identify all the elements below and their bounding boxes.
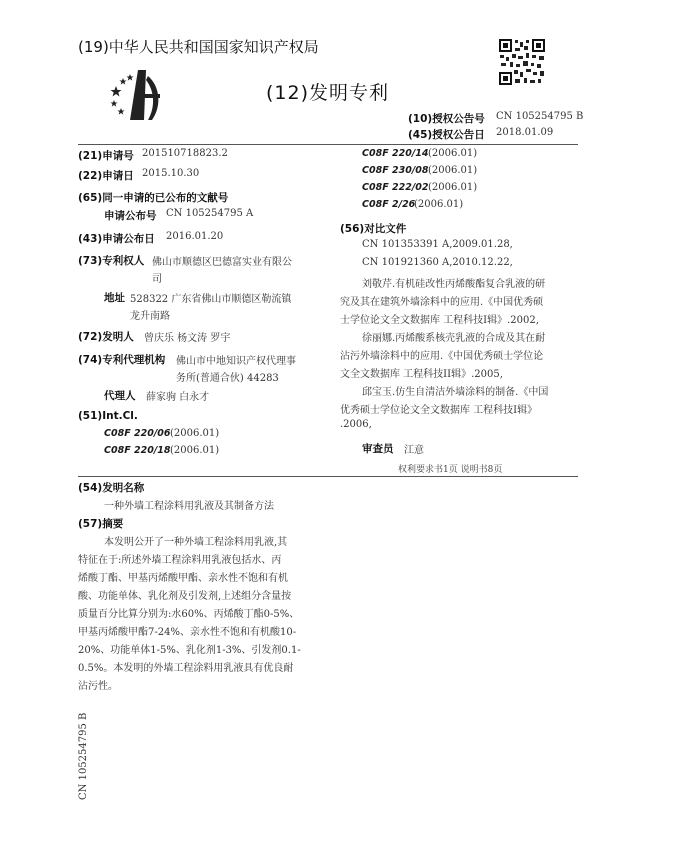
invention-title: 一种外墙工程涂料用乳液及其制备方法 — [104, 501, 274, 512]
address-line1: 528322 广东省佛山市顺德区勒流镇 — [130, 294, 292, 305]
intcl-version: (2006.01) — [428, 182, 478, 193]
pub-no: CN 105254795 A — [166, 208, 254, 219]
agency-line1: 佛山市中地知识产权代理事 — [176, 356, 296, 367]
examiner: 江意 — [404, 445, 424, 456]
examiner-label: 审查员 — [362, 443, 394, 455]
ref-line: CN 101353391 A,2009.01.28, — [362, 239, 513, 250]
ref-line: 优秀硕士学位论文全文数据库 工程科技I辑》 — [340, 405, 538, 416]
grant-pub-no-label: (10)授权公告号 — [408, 113, 485, 125]
intcl-code: C08F 220/14 — [362, 148, 429, 159]
ref-line: 究及其在建筑外墙涂料中的应用.《中国优秀硕 — [340, 297, 544, 308]
office-name: (19)中华人民共和国国家知识产权局 — [78, 38, 319, 56]
agent-label: 代理人 — [104, 390, 136, 402]
patentee-line1: 佛山市顺德区巴德富实业有限公 — [152, 257, 292, 268]
address-line2: 龙升南路 — [130, 311, 170, 322]
refs-label: (56)对比文件 — [340, 223, 407, 235]
intcl-version: (2006.01) — [170, 445, 220, 456]
intcl-code: C08F 2/26 — [362, 199, 416, 210]
abstract-line: 0.5%。本发明的外墙工程涂料用乳液具有优良耐 — [78, 663, 294, 674]
ref-line: 刘敬芹.有机硅改性丙烯酸酯复合乳液的研 — [362, 279, 546, 290]
intcl-label: (51)Int.Cl. — [78, 410, 138, 422]
ref-line: CN 101921360 A,2010.12.22, — [362, 257, 513, 268]
intcl-code: C08F 230/08 — [362, 165, 429, 176]
abstract-line: 本发明公开了一种外墙工程涂料用乳液,其 — [104, 537, 288, 548]
address-label: 地址 — [104, 292, 125, 304]
qr-code-icon — [498, 38, 546, 86]
abstract-line: 沾污性。 — [78, 681, 118, 692]
ref-line: 沾污外墙涂料中的应用.《中国优秀硕士学位论 — [340, 351, 544, 362]
pub-no-label: 申请公布号 — [104, 210, 157, 222]
agents: 薛家驹 白永才 — [146, 392, 210, 403]
app-date: 2015.10.30 — [142, 168, 200, 179]
grant-pub-no: CN 105254795 B — [496, 111, 584, 122]
document-type-title: (12)发明专利 — [266, 82, 390, 104]
page-counts: 权利要求书1页 说明书8页 — [398, 465, 503, 475]
title-label: (54)发明名称 — [78, 482, 145, 494]
abstract-line: 甲基丙烯酸甲酯7-24%、亲水性不饱和有机酸10- — [78, 627, 297, 638]
header-divider — [78, 144, 578, 145]
intcl-code: C08F 220/06 — [104, 428, 171, 439]
grant-date-label: (45)授权公告日 — [408, 129, 485, 141]
intcl-version: (2006.01) — [414, 199, 464, 210]
intcl-version: (2006.01) — [428, 165, 478, 176]
intcl-code: C08F 222/02 — [362, 182, 429, 193]
inventors: 曾庆乐 杨文涛 罗宇 — [144, 333, 231, 344]
ref-line: 士学位论文全文数据库 工程科技I辑》.2002, — [340, 315, 539, 326]
abstract-line: 酸、功能单体、乳化剂及引发剂,上述组分含量按 — [78, 591, 292, 602]
intcl-version: (2006.01) — [428, 148, 478, 159]
agency-label: (74)专利代理机构 — [78, 354, 166, 366]
intcl-code: C08F 220/18 — [104, 445, 171, 456]
side-document-number: CN 105254795 B — [78, 712, 89, 800]
ref-line: 邱宝玉.仿生自清洁外墙涂料的制备.《中国 — [362, 387, 549, 398]
section-divider — [78, 476, 578, 477]
ref-line: .2006, — [340, 419, 372, 430]
patentee-line2: 司 — [152, 274, 162, 285]
grant-date: 2018.01.09 — [496, 127, 554, 138]
abstract-line: 20%、功能单体1-5%、乳化剂1-3%、引发剂0.1- — [78, 645, 301, 656]
abstract-line: 特征在于:所述外墙工程涂料用乳液包括水、丙 — [78, 555, 282, 566]
pub-date-label: (43)申请公布日 — [78, 233, 155, 245]
ref-line: 文全文数据库 工程科技II辑》.2005, — [340, 369, 503, 380]
cnipa-logo-icon — [108, 66, 170, 124]
abstract-label: (57)摘要 — [78, 518, 124, 530]
ref-line: 徐丽娜.丙烯酸系核壳乳液的合成及其在耐 — [362, 333, 546, 344]
patentee-label: (73)专利权人 — [78, 255, 145, 267]
inventors-label: (72)发明人 — [78, 331, 134, 343]
agency-line2: 务所(普通合伙) 44283 — [176, 373, 279, 384]
app-no-label: (21)申请号 — [78, 150, 134, 162]
app-no: 201510718823.2 — [142, 148, 228, 159]
pub-date: 2016.01.20 — [166, 231, 224, 242]
same-app-label: (65)同一申请的已公布的文献号 — [78, 192, 229, 204]
abstract-line: 质量百分比算分别为:水60%、丙烯酸丁酯0-5%、 — [78, 609, 300, 620]
intcl-version: (2006.01) — [170, 428, 220, 439]
abstract-line: 烯酸丁酯、甲基丙烯酸甲酯、亲水性不饱和有机 — [78, 573, 288, 584]
app-date-label: (22)申请日 — [78, 170, 134, 182]
